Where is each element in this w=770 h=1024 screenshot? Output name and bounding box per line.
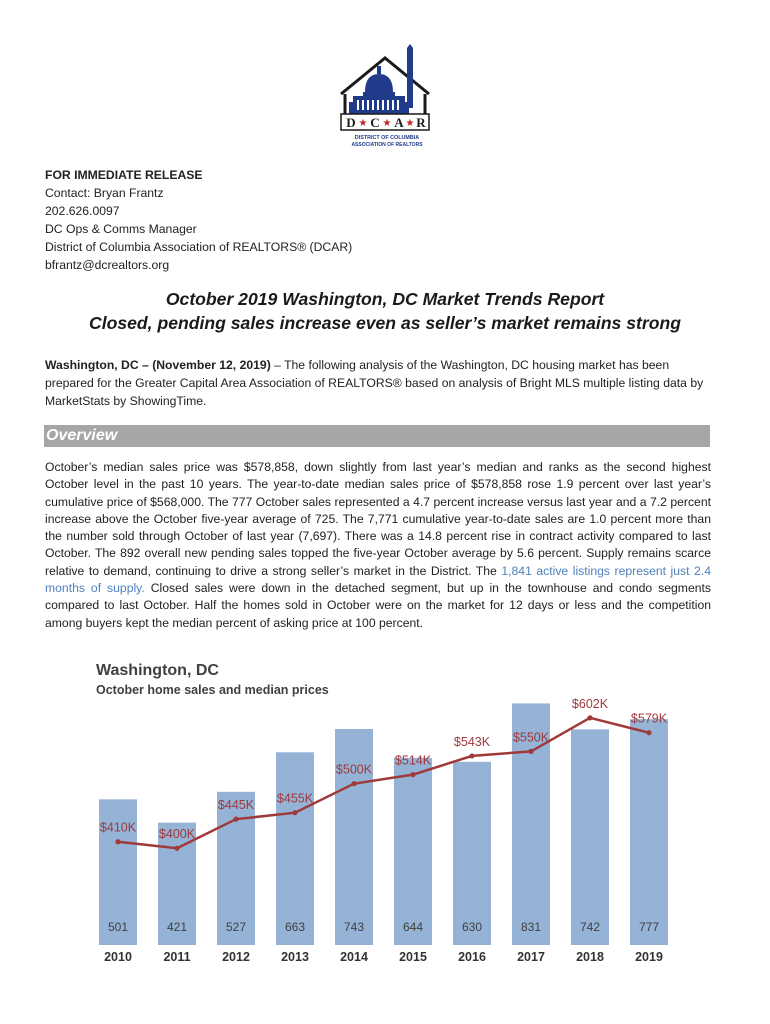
contact-name: Contact: Bryan Frantz bbox=[45, 186, 164, 200]
contact-role: DC Ops & Comms Manager bbox=[45, 222, 197, 236]
price-label: $410K bbox=[99, 820, 137, 835]
x-tick-label: 2012 bbox=[222, 950, 250, 964]
logo-letter-a: A bbox=[394, 115, 404, 130]
bar-value-label: 421 bbox=[166, 920, 188, 934]
lead-text: – The following analysis of the Washington, DC housing market has been prepared for the Greater Capital Area Association of REALTORS® based on analysis of Bright MLS multiple listing data by MarketStats by ShowingTime. bbox=[45, 358, 704, 408]
price-point bbox=[469, 753, 474, 758]
price-line bbox=[118, 718, 649, 848]
price-label: $445K bbox=[217, 798, 255, 813]
price-label: $500K bbox=[335, 762, 373, 777]
x-tick-label: 2011 bbox=[163, 950, 191, 964]
bar-value-label: 630 bbox=[461, 920, 483, 934]
svg-text:★: ★ bbox=[405, 118, 415, 129]
dateline: Washington, DC – (November 12, 2019) bbox=[45, 358, 271, 372]
price-point bbox=[351, 781, 356, 786]
bar-value-label: 742 bbox=[579, 920, 601, 934]
logo-letter-c: C bbox=[370, 115, 380, 130]
bar-2019 bbox=[630, 719, 668, 945]
logo-line1: DISTRICT OF COLUMBIA bbox=[354, 135, 420, 141]
lead-paragraph bbox=[45, 356, 711, 410]
bar-value-label: 501 bbox=[107, 920, 129, 934]
price-point bbox=[233, 817, 238, 822]
bar-value-label: 644 bbox=[402, 920, 424, 934]
chart-title: Washington, DC bbox=[96, 662, 219, 679]
x-tick-label: 2015 bbox=[399, 950, 427, 964]
price-point bbox=[528, 749, 533, 754]
price-label: $550K bbox=[512, 730, 550, 745]
price-point bbox=[174, 846, 179, 851]
price-point bbox=[646, 730, 651, 735]
logo-letter-d: D bbox=[346, 115, 356, 130]
bar-value-label: 831 bbox=[520, 920, 542, 934]
contact-email[interactable]: bfrantz@dcrealtors.org bbox=[45, 258, 170, 272]
price-point bbox=[115, 839, 120, 844]
logo-line2: ASSOCIATION OF REALTORS bbox=[351, 142, 423, 148]
dcar-logo bbox=[335, 44, 435, 152]
report-title bbox=[0, 287, 770, 335]
contact-phone: 202.626.0097 bbox=[45, 204, 120, 218]
contact-block bbox=[45, 166, 352, 274]
section-heading-overview: Overview bbox=[44, 425, 710, 447]
price-label: $400K bbox=[158, 827, 196, 842]
body-part1: October’s median sales price was $578,858, down slightly from last year’s median and ranks as the second highest October level in the past 10 years. The year-to-date median sales price of $578,858 rose 1.9 percent over last year’s cumulative price of $568,000. The 777 October sales represented a 4.7 percent increase versus last year and a 7.2 percent increase above the October five-year average of 725. The 7,771 cumulative year-to-date sales are 1.0 percent more than the number sold through October of last year (7,697). There was a 14.8 percent rise in contract activity compared to last October. The 892 overall new pending sales topped the five-year October average by 5.6 percent. Supply remains scarce relative to demand, continuing to drive a strong seller’s market in the District. The bbox=[45, 460, 711, 578]
price-label: $579K bbox=[630, 711, 668, 726]
chart-subtitle: October home sales and median prices bbox=[96, 683, 329, 697]
bar-value-label: 743 bbox=[343, 920, 365, 934]
x-tick-label: 2013 bbox=[281, 950, 309, 964]
svg-text:★: ★ bbox=[382, 118, 392, 129]
bar-2018 bbox=[571, 729, 609, 945]
price-point bbox=[292, 810, 297, 815]
logo-letter-r: R bbox=[416, 115, 426, 130]
price-label: $602K bbox=[571, 696, 609, 711]
price-point bbox=[587, 715, 592, 720]
bar-value-label: 777 bbox=[638, 920, 660, 934]
bar-2016 bbox=[453, 762, 491, 945]
price-point bbox=[410, 772, 415, 777]
body-part2: Closed sales were down in the detached segment, but up in the townhouse and condo segments compared to last October. Half the homes sold in October were on the market for 12 days or less and the competition among buyers kept the median percent of asking price at 100 percent. bbox=[45, 581, 711, 630]
contact-org: District of Columbia Association of REALTORS® (DCAR) bbox=[45, 240, 353, 254]
bar-value-label: 527 bbox=[225, 920, 247, 934]
title-line2: Closed, pending sales increase even as seller’s market remains strong bbox=[89, 313, 681, 333]
x-tick-label: 2019 bbox=[635, 950, 663, 964]
sales-price-chart bbox=[92, 655, 680, 975]
x-tick-label: 2014 bbox=[340, 950, 368, 964]
bar-2013 bbox=[276, 752, 314, 945]
bar-2015 bbox=[394, 758, 432, 945]
body-highlight: 1,841 active listings represent just 2.4 months of supply. bbox=[45, 563, 711, 596]
x-tick-label: 2017 bbox=[517, 950, 545, 964]
x-tick-label: 2018 bbox=[576, 950, 604, 964]
title-line1: October 2019 Washington, DC Market Trends Report bbox=[165, 289, 605, 309]
svg-text:★: ★ bbox=[358, 118, 368, 129]
release-heading: FOR IMMEDIATE RELEASE bbox=[45, 168, 203, 182]
bar-value-label: 663 bbox=[284, 920, 306, 934]
price-label: $543K bbox=[453, 734, 491, 749]
price-label: $514K bbox=[394, 753, 432, 768]
price-label: $455K bbox=[276, 791, 314, 806]
x-tick-label: 2016 bbox=[458, 950, 486, 964]
x-tick-label: 2010 bbox=[104, 950, 132, 964]
bar-2014 bbox=[335, 729, 373, 945]
overview-paragraph bbox=[45, 459, 711, 632]
